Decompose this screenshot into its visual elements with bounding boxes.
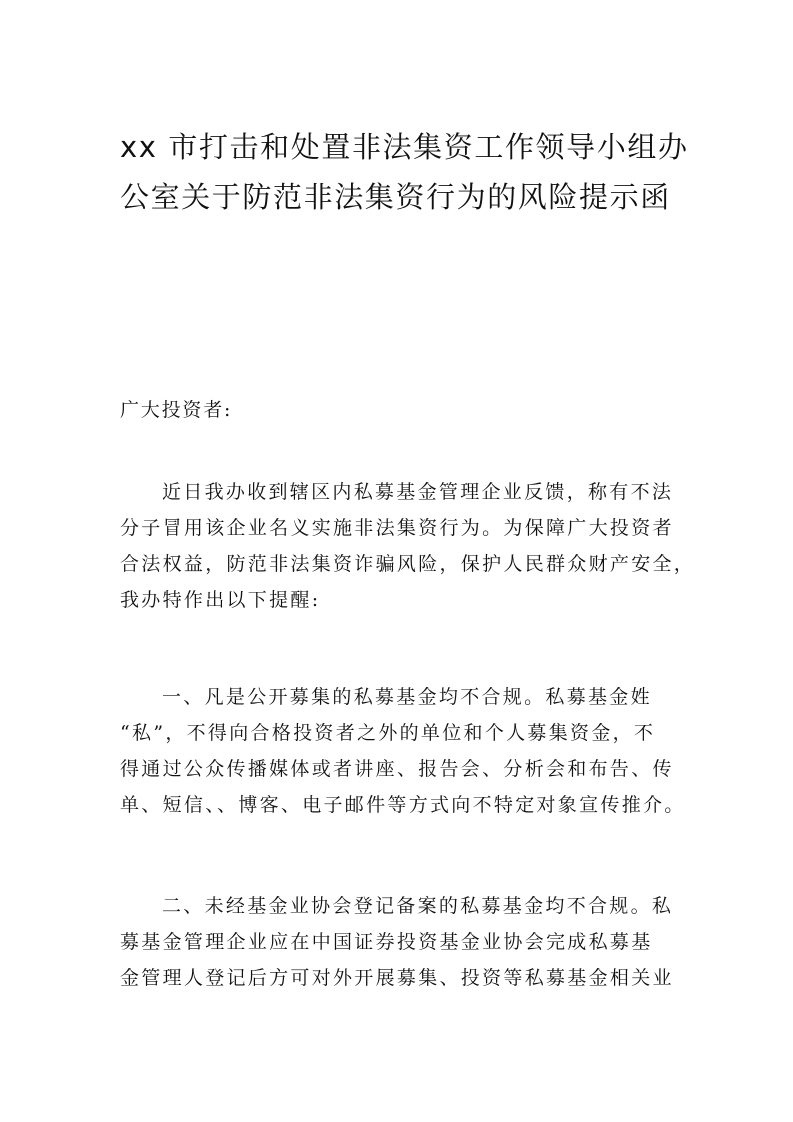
paragraph-line: 一、凡是公开募集的私募基金均不合规。私募基金姓 xyxy=(162,686,652,708)
paragraph-item-one xyxy=(120,679,686,823)
paragraph-line: 募基金管理企业应在中国证券投资基金业协会完成私募基 xyxy=(120,931,653,953)
paragraph-line: 得通过公众传播媒体或者讲座、报告会、分析会和布告、传 xyxy=(120,758,674,780)
paragraph-line: 分子冒用该企业名义实施非法集资行为。为保障广大投资者 xyxy=(120,517,674,539)
paragraph-line: 单、短信、、博客、电子邮件等方式向不特定对象宣传推介。 xyxy=(120,794,686,816)
title-line: xx 市打击和处置非法集资工作领导小组办 xyxy=(120,130,689,164)
paragraph-line: 合法权益，防范非法集资诈骗风险，保护人民群众财产安全， xyxy=(120,553,696,575)
paragraph-line: “私”，不得向合格投资者之外的单位和个人募集资金，不 xyxy=(120,722,656,744)
paragraph-line: 近日我办收到辖区内私募基金管理企业反馈，称有不法 xyxy=(162,481,674,503)
paragraph-line: 金管理人登记后方可对外开展募集、投资等私募基金相关业 xyxy=(120,967,674,989)
paragraph-line: 我办特作出以下提醒: xyxy=(120,589,321,611)
title-line: 公室关于防范非法集资行为的风险提示函 xyxy=(120,180,671,214)
paragraph-line: 二、未经基金业协会登记备案的私募基金均不合规。私 xyxy=(162,895,674,917)
paragraph-item-two xyxy=(120,888,680,996)
paragraph-intro xyxy=(120,474,696,618)
salutation: 广大投资者: xyxy=(120,399,233,421)
document-title xyxy=(120,122,689,222)
